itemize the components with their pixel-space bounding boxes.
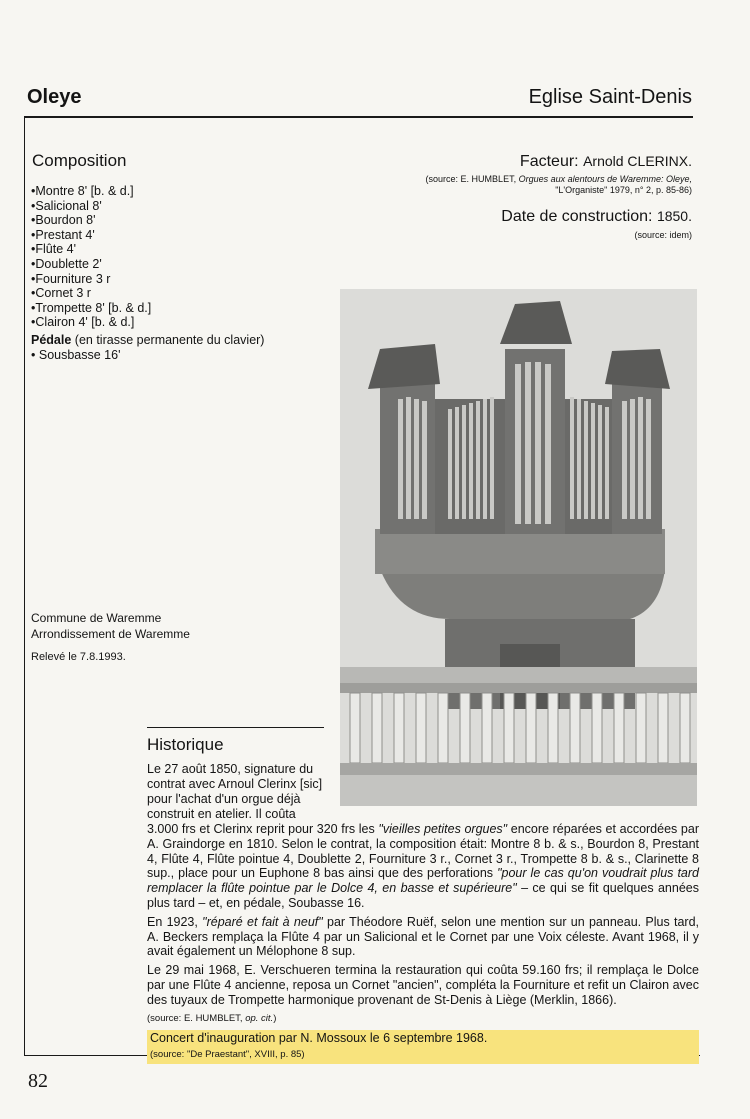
text-run: encore réparées et accordées par A. Graindorge en 1810. Selon le contrat, la composition était: Montre 8 b. & s., Bourdon 8, Prestant 4, Flûte 4, Flûte pointue 4, Doublette 2, Fourniture 3 r., Cornet 3 r., Trompette 8 b. & s., Clarinette 8 sup., place pour un Euphone 8 bas ainsi que des perforations — [147, 822, 699, 881]
quote: "vieilles petites orgues" — [378, 822, 508, 836]
list-item: • Prestant 4' — [31, 228, 151, 243]
quote: "pour le cas qu'on voudrait plus tard remplacer la flûte pointue par le Dolce 4, en basse et supérieure" — [147, 866, 700, 896]
source-prefix: (source: E. HUMBLET, — [147, 1012, 246, 1024]
list-item: • Salicional 8' — [31, 199, 151, 214]
concert-highlight: Concert d'inauguration par N. Mossoux le 6 septembre 1968. — [147, 1030, 699, 1047]
header-rule — [24, 116, 693, 118]
organ-photo — [340, 289, 697, 806]
text-run: – ce qui se fit quelques années plus tard – et, en pédale, Soubasse 16. — [147, 881, 699, 910]
facteur-line — [520, 153, 692, 171]
text-run: En 1923, — [147, 914, 203, 929]
list-item: • Bourdon 8' — [31, 213, 151, 228]
composition-title: Composition — [32, 151, 127, 170]
list-item: • Flûte 4' — [31, 242, 151, 257]
facteur-label: Facteur: — [519, 153, 579, 170]
pedal-note: (en tirasse permanente du clavier) — [74, 333, 265, 347]
date-line — [501, 208, 692, 226]
date-label: Date de construction: — [501, 208, 653, 225]
source-end: ) — [273, 1012, 277, 1024]
page-place: Oleye — [27, 86, 82, 108]
historique-body — [147, 822, 699, 1064]
historique-rule — [147, 727, 324, 728]
list-item: • Montre 8' [b. & d.] — [31, 184, 151, 199]
date-value: 1850. — [656, 208, 692, 224]
page-church: Eglise Saint-Denis — [528, 86, 692, 108]
text-run: par Théodore Ruëf, selon une mention sur un panneau. Plus tard, A. Beckers remplaça la Flûte 4 par un Salicional et le Cornet par une Voix céleste. Avant 1968, il y avait également un Mélophone 8 sup. — [147, 914, 700, 959]
concert-source: (source: "De Praestant", XVIII, p. 85) — [147, 1047, 699, 1064]
commune: Commune de Waremme — [31, 611, 162, 625]
historique-paragraph — [147, 915, 699, 959]
location-block — [31, 611, 190, 642]
arrondissement: Arrondissement de Waremme — [31, 626, 190, 641]
pedal-label: Pédale — [31, 333, 72, 347]
date-source: (source: idem) — [634, 230, 692, 240]
list-item: • Doublette 2' — [31, 257, 151, 272]
facteur-source — [352, 174, 692, 196]
survey-date: Relevé le 7.8.1993. — [31, 651, 126, 663]
text-run: 3.000 frs et Clerinx reprit pour 320 frs les — [147, 822, 379, 836]
list-item: • Trompette 8' [b. & d.] — [31, 301, 151, 316]
historique-title: Historique — [147, 735, 224, 754]
source-rest: "L'Organiste" 1979, n° 2, p. 85-86) — [555, 185, 692, 195]
page-number: 82 — [28, 1070, 48, 1092]
list-item: • Cornet 3 r — [31, 286, 151, 301]
source-prefix: (source: E. HUMBLET, — [425, 174, 519, 184]
quote: "réparé et fait à neuf" — [202, 914, 323, 929]
facteur-value: Arnold CLERINX. — [583, 153, 692, 169]
source-title: Orgues aux alentours de Waremme: Oleye, — [518, 174, 692, 184]
historique-paragraph — [147, 822, 699, 911]
pedal-section: Pédale (en tirasse permanente du clavier) • Sousbasse 16' — [31, 333, 265, 362]
historique-intro: Le 27 août 1850, signature du contrat avec Arnoul Clerinx [sic] pour l'achat d'un orgue déjà construit en atelier. Il coûta — [147, 762, 323, 821]
pedal-stop: Sousbasse 16' — [38, 348, 121, 362]
historique-source — [147, 1012, 699, 1027]
source-title: op. cit. — [245, 1012, 274, 1024]
stops-list — [31, 184, 151, 330]
list-item: • Clairon 4' [b. & d.] — [31, 315, 151, 330]
left-rule — [24, 116, 25, 1056]
list-item: • Fourniture 3 r — [31, 272, 151, 287]
historique-paragraph: Le 29 mai 1968, E. Verschueren termina la restauration qui coûta 59.160 frs; il remplaça le Dolce par une Flûte 4 ancienne, reposa un Cornet "ancien", compléta la Fourniture et refit un Clairon avec des tuyaux de Trompette harmonique provenant de St-Denis à Liège (Merklin, 1866). — [147, 963, 699, 1007]
